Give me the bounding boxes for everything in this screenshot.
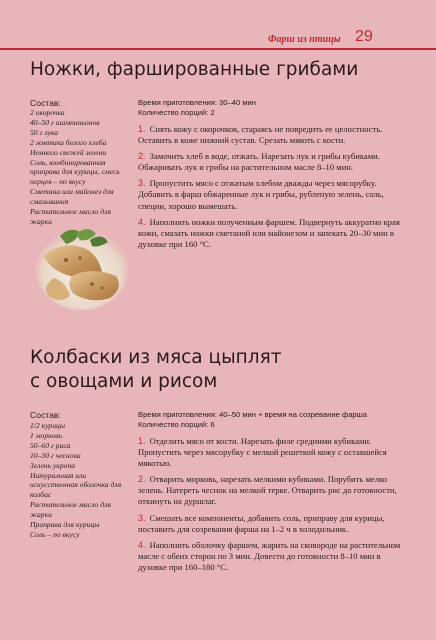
recipe-2-ingredients-label: Состав: (30, 410, 61, 420)
ingredient-item: 1/2 курицы (30, 421, 65, 430)
step-number: 2. (138, 151, 146, 162)
recipe-2-title-line2: с овощами и рисом (30, 371, 218, 392)
step-text: Смешать все компоненты, добавить соль, приправу для курицы, поставить для созревания фарша на 1–2 ч в холодильник. (138, 512, 385, 534)
ingredient-item: Приправа для курицы (30, 520, 100, 530)
step-number: 2. (138, 474, 146, 485)
step-number: 1. (138, 124, 146, 134)
step-text: Наполнить оболочку фаршем, жарить на сковороде на растительном масле с обеих сторон по 3 мин. Довести до готовности 8–10 мин в духовке при 160–180 °С. (138, 539, 401, 572)
ingredient-item: Соль, комбинированная приправа для курицы, смесь перцев – по вкусу (30, 157, 120, 187)
step-number: 4. (138, 216, 146, 227)
step-text: Снять кожу с окорочков, стараясь не повредить ее целостность. Оставить в коже нижний сустав. Срезать мякоть с кости. (138, 124, 383, 146)
step-text: Отварить морковь, нарезать мелкими кубиками. Порубить мелко зелень. Натереть чеснок на мелкой терке. Отварить рис до готовности, откинуть на дуршлаг. (138, 474, 397, 507)
recipe-step (138, 151, 410, 173)
ingredient-item: Растительное масло для жарки (30, 207, 111, 226)
ingredient-item: Растительное масло для жарки (30, 500, 111, 520)
ingredient-item: 50 г лука (30, 127, 59, 137)
recipe-2-title (30, 346, 282, 394)
recipe-2-servings: Количество порций: 6 (138, 420, 215, 429)
recipe-step (138, 474, 410, 507)
recipe-2-time: Время приготовления: 40–50 мин + время на созревание фарша (138, 410, 367, 419)
ingredient-item: 1 морковь (30, 430, 62, 440)
ingredient-item: Немного свежей зелени (30, 147, 107, 157)
recipe-step (138, 178, 410, 211)
recipe-1-time: Время приготовления: 30–40 мин (138, 98, 256, 107)
recipe-1-servings: Количество порций: 2 (138, 108, 215, 117)
recipe-step (138, 436, 410, 469)
page-number: 29 (355, 28, 373, 45)
recipe-step (138, 124, 410, 146)
ingredient-item: Натуральная или искусственная оболочка для колбас (30, 470, 122, 500)
recipe-1-title: Ножки, фаршированные грибами (30, 59, 359, 80)
header-rule (0, 48, 436, 50)
section-name: Фарш из птицы (268, 34, 341, 45)
recipe-2-title-line1: Колбаски из мяса цыплят (30, 347, 282, 368)
step-number: 1. (138, 436, 146, 446)
ingredient-item: Сметана или майонез для смазывания (30, 187, 114, 207)
step-text: Отделить мясо от кости. Нарезать филе средними кубиками. Пропустить через мясорубку с мелкой решеткой кожу с оставшейся мякотью. (138, 436, 387, 469)
stuffed-chicken-legs-photo (36, 218, 128, 310)
step-text: Пропустить мясо с отжатым хлебом дважды через мясорубку. Добавить в фарш обжаренные лук и грибы, рубленую зелень, соль, специи, хорошо вымешать. (138, 178, 384, 211)
ingredient-item: 50–60 г риса (30, 440, 71, 450)
ingredient-item: 2 окорочка (30, 108, 65, 117)
ingredient-item: 40–50 г шампиньонов (30, 117, 100, 127)
ingredient-item: Соль – по вкусу (30, 529, 80, 539)
recipe-step (138, 217, 410, 250)
step-text: Замочить хлеб в воде, отжать. Нарезать лук и грибы кубиками. Обжаривать лук и грибы на растительном масле 8–10 мин. (138, 151, 380, 173)
recipe-2-ingredients (30, 421, 122, 540)
page-header (0, 0, 436, 52)
step-text: Наполнить ножки полученным фаршем. Подвернуть аккуратно края кожи, смазать ножки сметаной или майонезом и запекать 20–30 мин в духовке при 160 °С. (138, 216, 400, 249)
step-number: 4. (138, 539, 146, 550)
recipe-step (138, 540, 410, 573)
recipe-1-steps (138, 124, 410, 255)
step-number: 3. (138, 178, 146, 189)
ingredient-item: 10–30 г чеснока (30, 450, 81, 460)
recipe-1-ingredients-label: Состав: (30, 98, 61, 108)
recipe-2-steps (138, 436, 410, 578)
ingredient-item: 2 ломтика белого хлеба (30, 137, 107, 147)
recipe-2-meta (138, 410, 367, 430)
recipe-1-meta (138, 98, 256, 118)
recipe-step (138, 513, 410, 535)
step-number: 3. (138, 512, 146, 523)
recipe-1-ingredients (30, 108, 122, 227)
ingredient-item: Зелень укропа (30, 460, 76, 470)
